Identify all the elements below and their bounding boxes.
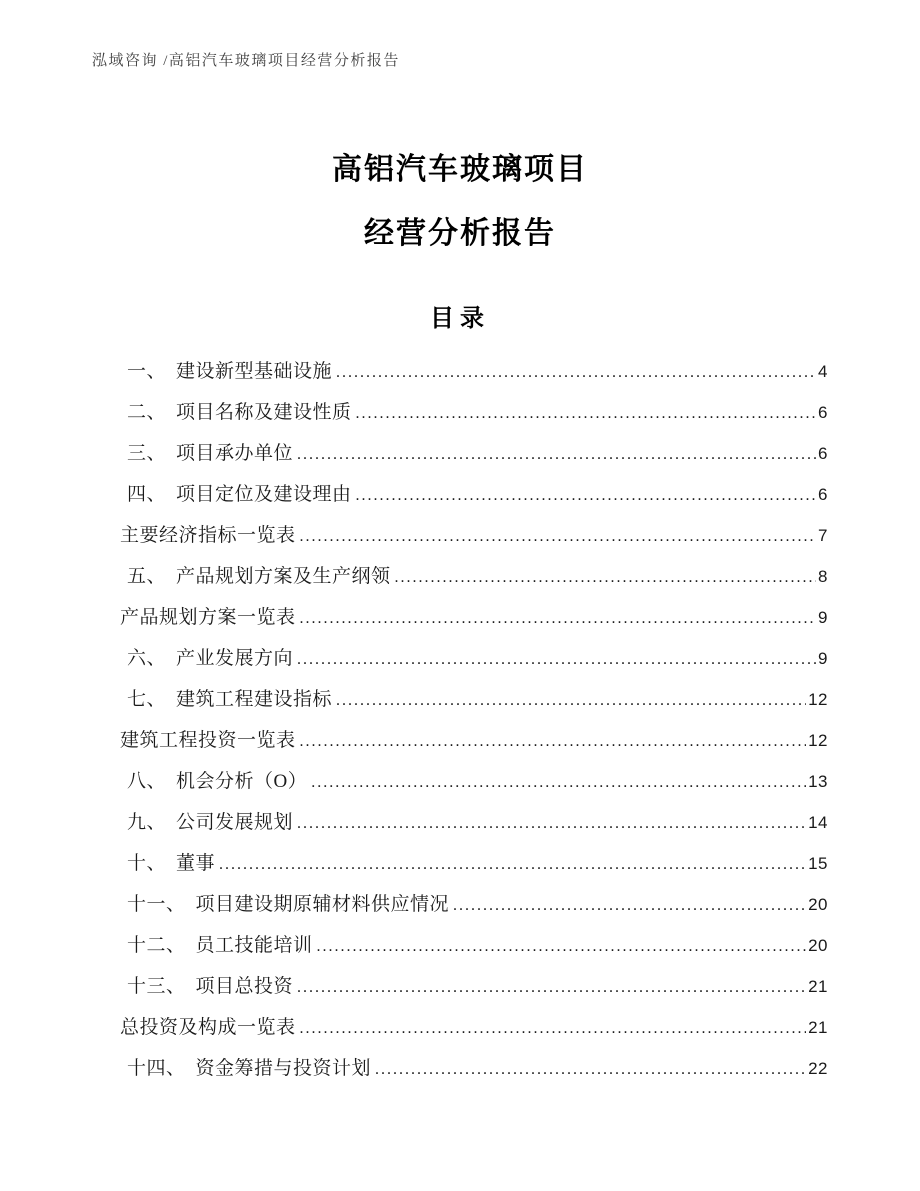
- dot-leader: [311, 763, 806, 803]
- toc-entry-title: 董事: [176, 853, 216, 874]
- toc-entry-title: 建筑工程建设指标: [176, 689, 333, 710]
- toc-entry[interactable]: [120, 680, 828, 721]
- toc-entry[interactable]: [120, 598, 828, 639]
- dot-leader: [300, 599, 817, 639]
- toc-entry-number: 十四、: [127, 1058, 186, 1079]
- toc-page-number: 9: [818, 608, 828, 627]
- toc-list: [0, 352, 920, 1090]
- dot-leader: [297, 435, 816, 475]
- document-header: 泓域咨询 /高铝汽车玻璃项目经营分析报告: [92, 53, 400, 69]
- dot-leader: [336, 353, 816, 393]
- toc-entry-title: 员工技能培训: [195, 935, 313, 956]
- toc-entry-title: 资金筹措与投资计划: [195, 1058, 372, 1079]
- toc-page-number: 6: [818, 444, 828, 463]
- toc-entry-number: 八、: [127, 771, 167, 792]
- toc-page-number: 6: [818, 485, 828, 504]
- toc-entry[interactable]: [120, 475, 828, 516]
- toc-entry-title: 项目定位及建设理由: [176, 484, 352, 505]
- dot-leader: [336, 681, 806, 721]
- toc-entry-title: 产品规划方案及生产纲领: [176, 566, 391, 587]
- toc-page-number: 21: [808, 977, 828, 996]
- dot-leader: [219, 845, 806, 885]
- dot-leader: [297, 804, 806, 844]
- toc-entry-title: 产业发展方向: [176, 648, 294, 669]
- document-title-line1: 高铝汽车玻璃项目: [332, 153, 588, 186]
- toc-entry-number: 十二、: [127, 935, 186, 956]
- dot-leader: [317, 927, 807, 967]
- toc-heading: 目录: [430, 306, 490, 332]
- dot-leader: [356, 476, 817, 516]
- toc-entry[interactable]: [120, 557, 828, 598]
- toc-entry-title: 项目建设期原辅材料供应情况: [195, 894, 450, 915]
- toc-page-number: 12: [808, 690, 828, 709]
- toc-entry[interactable]: [120, 844, 828, 885]
- toc-entry-number: 四、: [127, 484, 167, 505]
- toc-page-number: 22: [808, 1059, 828, 1078]
- toc-entry-number: 五、: [127, 566, 167, 587]
- dot-leader: [356, 394, 817, 434]
- toc-entry[interactable]: [120, 393, 828, 434]
- toc-entry[interactable]: [120, 885, 828, 926]
- toc-entry-number: 三、: [127, 443, 167, 464]
- toc-page-number: 8: [818, 567, 828, 586]
- toc-entry-title: 项目总投资: [195, 976, 294, 997]
- toc-page-number: 13: [808, 772, 828, 791]
- toc-page-number: 6: [818, 403, 828, 422]
- toc-page-number: 20: [808, 936, 828, 955]
- toc-page-number: 15: [808, 854, 828, 873]
- dot-leader: [297, 640, 816, 680]
- toc-entry[interactable]: [120, 639, 828, 680]
- toc-entry-title: 主要经济指标一览表: [120, 525, 296, 546]
- dot-leader: [300, 1009, 807, 1049]
- toc-entry[interactable]: [120, 516, 828, 557]
- document-title-line2: 经营分析报告: [364, 217, 556, 250]
- toc-entry[interactable]: [120, 1049, 828, 1090]
- dot-leader: [395, 558, 817, 598]
- toc-entry-number: 六、: [127, 648, 167, 669]
- toc-page-number: 12: [808, 731, 828, 750]
- toc-entry[interactable]: [120, 721, 828, 762]
- toc-entry[interactable]: [120, 926, 828, 967]
- toc-entry-title: 建设新型基础设施: [176, 361, 333, 382]
- toc-entry[interactable]: [120, 762, 828, 803]
- toc-entry-number: 十三、: [127, 976, 186, 997]
- toc-entry[interactable]: [120, 967, 828, 1008]
- toc-page-number: 7: [818, 526, 828, 545]
- toc-page-number: 4: [818, 362, 828, 381]
- dot-leader: [297, 968, 806, 1008]
- toc-entry-title: 建筑工程投资一览表: [120, 730, 296, 751]
- toc-entry[interactable]: [120, 1008, 828, 1049]
- toc-entry-number: 一、: [127, 361, 167, 382]
- toc-page-number: 9: [818, 649, 828, 668]
- toc-entry-title: 项目名称及建设性质: [176, 402, 352, 423]
- toc-entry[interactable]: [120, 803, 828, 844]
- toc-entry-title: 机会分析（O）: [176, 771, 308, 792]
- toc-entry-title: 产品规划方案一览表: [120, 607, 296, 628]
- dot-leader: [453, 886, 806, 926]
- toc-entry-number: 十一、: [127, 894, 186, 915]
- toc-entry-number: 十、: [127, 853, 167, 874]
- toc-entry-title: 项目承办单位: [176, 443, 294, 464]
- toc-entry[interactable]: [120, 434, 828, 475]
- toc-entry[interactable]: [120, 352, 828, 393]
- toc-entry-number: 七、: [127, 689, 167, 710]
- dot-leader: [300, 722, 807, 762]
- toc-page-number: 14: [808, 813, 828, 832]
- toc-entry-title: 公司发展规划: [176, 812, 294, 833]
- toc-entry-number: 九、: [127, 812, 167, 833]
- toc-entry-number: 二、: [127, 402, 167, 423]
- toc-entry-title: 总投资及构成一览表: [120, 1017, 296, 1038]
- toc-page-number: 21: [808, 1018, 828, 1037]
- dot-leader: [375, 1050, 806, 1090]
- toc-page-number: 20: [808, 895, 828, 914]
- dot-leader: [300, 517, 817, 557]
